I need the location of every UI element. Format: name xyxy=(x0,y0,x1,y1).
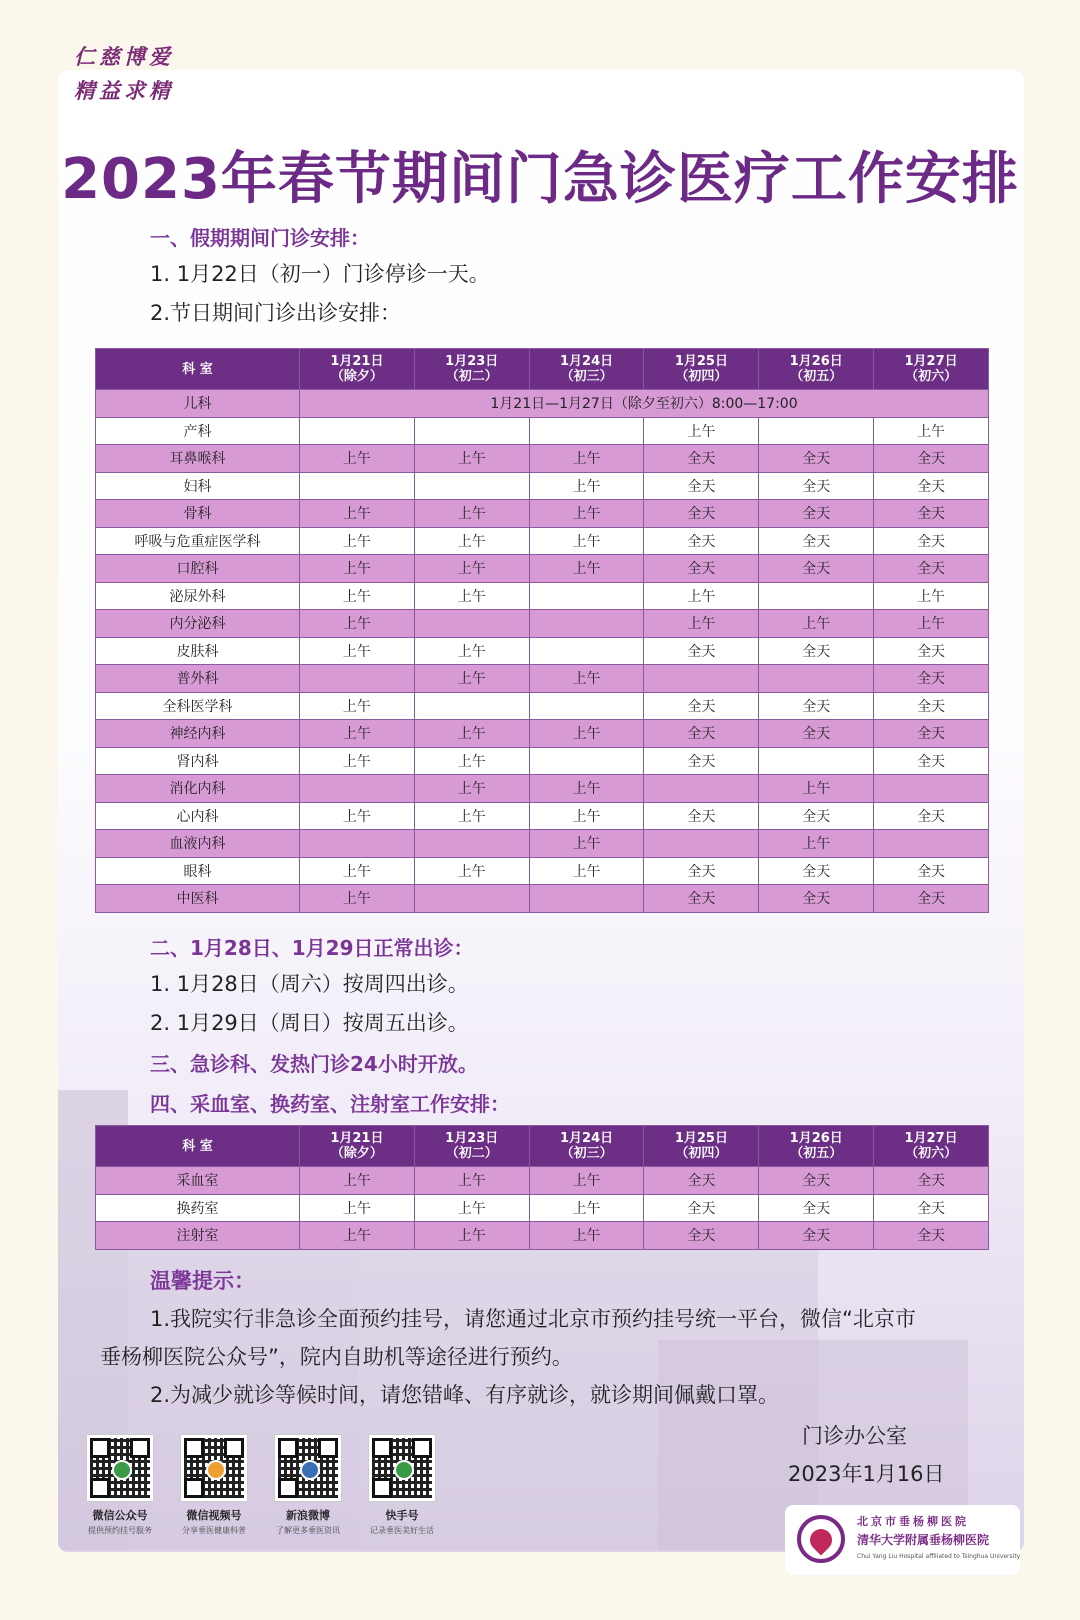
schedule-cell: 全天 xyxy=(759,527,874,555)
schedule-cell: 上午 xyxy=(529,802,644,830)
schedule-cell: 全天 xyxy=(759,500,874,528)
schedule-cell: 上午 xyxy=(300,500,415,528)
schedule-cell: 全天 xyxy=(759,885,874,913)
header-lunar: （初五） xyxy=(790,369,843,384)
tips-paragraph-2: 2.为减少就诊等候时间，请您错峰、有序就诊，就诊期间佩戴口罩。 xyxy=(150,1383,780,1407)
schedule-cell: 全天 xyxy=(874,802,989,830)
table-row xyxy=(96,555,989,583)
schedule-cell: 全天 xyxy=(644,720,759,748)
schedule-cell: 全天 xyxy=(644,747,759,775)
schedule-cell: 上午 xyxy=(414,527,529,555)
page-title: 2023年春节期间门急诊医疗工作安排 xyxy=(61,147,1019,212)
schedule-cell xyxy=(759,747,874,775)
motto-line: 精益求精 xyxy=(74,78,174,103)
schedule-cell: 上午 xyxy=(300,1167,415,1195)
header-lunar: （初六） xyxy=(905,1146,958,1161)
dept-name: 采血室 xyxy=(96,1167,300,1195)
table-row xyxy=(96,1194,989,1222)
schedule-cell xyxy=(414,830,529,858)
dept-name: 眼科 xyxy=(96,857,300,885)
qr-desc: 了解更多垂医资讯 xyxy=(276,1526,340,1535)
header-day xyxy=(759,1126,874,1167)
dept-name: 儿科 xyxy=(96,390,300,418)
table-row xyxy=(96,500,989,528)
schedule-cell: 上午 xyxy=(644,582,759,610)
schedule-cell: 全天 xyxy=(644,692,759,720)
schedule-cell: 全天 xyxy=(759,802,874,830)
schedule-cell: 全天 xyxy=(644,1222,759,1250)
schedule-cell: 全天 xyxy=(759,1167,874,1195)
header-day xyxy=(874,349,989,390)
schedule-cell: 上午 xyxy=(414,857,529,885)
header-lunar: （初四） xyxy=(675,369,728,384)
schedule-cell xyxy=(644,775,759,803)
schedule-cell: 全天 xyxy=(759,555,874,583)
header-day xyxy=(529,1126,644,1167)
schedule-cell: 全天 xyxy=(644,637,759,665)
table-row xyxy=(96,692,989,720)
qr-name: 微信视频号 xyxy=(186,1509,242,1522)
qr-name: 快手号 xyxy=(385,1509,419,1522)
schedule-cell: 上午 xyxy=(300,637,415,665)
dept-name: 泌尿外科 xyxy=(96,582,300,610)
schedule-cell: 上午 xyxy=(529,527,644,555)
table-row xyxy=(96,417,989,445)
schedule-cell: 全天 xyxy=(759,857,874,885)
header-date: 1月24日 xyxy=(560,354,614,369)
schedule-cell: 上午 xyxy=(300,445,415,473)
section-heading-3: 三、急诊科、发热门诊24小时开放。 xyxy=(150,1052,478,1076)
dept-name: 肾内科 xyxy=(96,747,300,775)
tips-paragraph-1a: 1.我院实行非急诊全面预约挂号，请您通过北京市预约挂号统一平台，微信“北京市 xyxy=(150,1307,916,1331)
header-day xyxy=(300,1126,415,1167)
schedule-cell: 上午 xyxy=(414,802,529,830)
dept-name: 耳鼻喉科 xyxy=(96,445,300,473)
schedule-cell: 上午 xyxy=(529,1194,644,1222)
schedule-cell: 上午 xyxy=(300,527,415,555)
schedule-cell: 全天 xyxy=(644,445,759,473)
schedule-cell: 上午 xyxy=(300,885,415,913)
outpatient-schedule-table xyxy=(95,348,989,913)
schedule-cell xyxy=(300,472,415,500)
header-date: 1月26日 xyxy=(789,1131,843,1146)
schedule-cell xyxy=(759,582,874,610)
schedule-cell: 上午 xyxy=(874,582,989,610)
header-day xyxy=(644,349,759,390)
dept-name: 中医科 xyxy=(96,885,300,913)
schedule-cell: 上午 xyxy=(414,775,529,803)
logo-line-1: 北京市垂杨柳医院 xyxy=(857,1515,969,1528)
table-row xyxy=(96,747,989,775)
schedule-cell: 上午 xyxy=(414,1167,529,1195)
dept-name: 全科医学科 xyxy=(96,692,300,720)
header-day xyxy=(759,349,874,390)
header-date: 1月25日 xyxy=(674,1131,728,1146)
section1-item-2: 2.节日期间门诊出诊安排： xyxy=(150,301,402,325)
schedule-cell: 上午 xyxy=(644,610,759,638)
header-date: 1月21日 xyxy=(330,1131,384,1146)
qr-kuaishou[interactable] xyxy=(357,1435,447,1536)
schedule-cell: 上午 xyxy=(300,582,415,610)
header-date: 1月23日 xyxy=(445,354,499,369)
schedule-cell xyxy=(300,830,415,858)
schedule-cell: 上午 xyxy=(874,417,989,445)
dept-name: 普外科 xyxy=(96,665,300,693)
schedule-cell: 上午 xyxy=(300,555,415,583)
schedule-cell: 全天 xyxy=(644,857,759,885)
schedule-cell: 全天 xyxy=(759,445,874,473)
schedule-cell xyxy=(874,775,989,803)
schedule-cell: 全天 xyxy=(874,637,989,665)
schedule-cell: 上午 xyxy=(414,445,529,473)
section2-item-2: 2. 1月29日（周日）按周五出诊。 xyxy=(150,1011,469,1035)
header-day xyxy=(644,1126,759,1167)
schedule-cell: 全天 xyxy=(644,802,759,830)
schedule-cell: 全天 xyxy=(759,1194,874,1222)
schedule-cell xyxy=(529,885,644,913)
schedule-cell: 上午 xyxy=(300,610,415,638)
table-row xyxy=(96,1222,989,1250)
table-row xyxy=(96,582,989,610)
header-date: 1月21日 xyxy=(330,354,384,369)
schedule-cell: 全天 xyxy=(874,720,989,748)
dept-name: 注射室 xyxy=(96,1222,300,1250)
header-dept: 科 室 xyxy=(96,1126,300,1167)
qr-sina-weibo[interactable] xyxy=(263,1435,353,1536)
qr-name: 新浪微博 xyxy=(286,1509,330,1522)
schedule-cell: 全天 xyxy=(874,1222,989,1250)
schedule-cell xyxy=(529,417,644,445)
section2-item-1: 1. 1月28日（周六）按周四出诊。 xyxy=(150,972,469,996)
schedule-cell: 上午 xyxy=(529,1167,644,1195)
schedule-cell: 上午 xyxy=(529,775,644,803)
header-lunar: （初五） xyxy=(790,1146,843,1161)
schedule-cell: 全天 xyxy=(874,1167,989,1195)
schedule-cell: 上午 xyxy=(414,555,529,583)
schedule-cell: 全天 xyxy=(759,637,874,665)
qr-code-icon xyxy=(275,1435,341,1501)
dept-name: 产科 xyxy=(96,417,300,445)
schedule-cell xyxy=(759,417,874,445)
schedule-cell: 上午 xyxy=(529,857,644,885)
header-lunar: （除夕） xyxy=(330,369,383,384)
tips-heading: 温馨提示： xyxy=(150,1269,255,1293)
schedule-cell: 上午 xyxy=(529,472,644,500)
schedule-cell: 上午 xyxy=(414,500,529,528)
header-day xyxy=(529,349,644,390)
schedule-cell xyxy=(529,610,644,638)
schedule-cell: 上午 xyxy=(529,1222,644,1250)
dept-name: 神经内科 xyxy=(96,720,300,748)
schedule-cell: 全天 xyxy=(759,472,874,500)
logo-line-3: Chui Yang Liu Hospital affiliated to Tsinghua University xyxy=(857,1553,1021,1560)
dept-name: 呼吸与危重症医学科 xyxy=(96,527,300,555)
dept-name: 内分泌科 xyxy=(96,610,300,638)
logo-line-2: 清华大学附属垂杨柳医院 xyxy=(857,1533,990,1547)
dept-name: 骨科 xyxy=(96,500,300,528)
schedule-cell xyxy=(300,665,415,693)
header-date: 1月24日 xyxy=(560,1131,614,1146)
schedule-cell: 上午 xyxy=(300,692,415,720)
schedule-cell xyxy=(414,692,529,720)
header-date: 1月25日 xyxy=(674,354,728,369)
section-heading-2: 二、1月28日、1月29日正常出诊： xyxy=(150,936,474,960)
table-row xyxy=(96,830,989,858)
header-lunar: （除夕） xyxy=(330,1146,383,1161)
header-day xyxy=(414,349,529,390)
schedule-cell: 上午 xyxy=(529,830,644,858)
table-row xyxy=(96,527,989,555)
schedule-cell: 全天 xyxy=(644,1194,759,1222)
qr-name: 微信公众号 xyxy=(92,1509,148,1522)
hospital-logo xyxy=(785,1505,1020,1575)
schedule-cell xyxy=(300,417,415,445)
header-lunar: （初三） xyxy=(560,369,613,384)
schedule-cell: 上午 xyxy=(644,417,759,445)
schedule-cell: 上午 xyxy=(529,720,644,748)
schedule-cell: 全天 xyxy=(874,527,989,555)
schedule-cell xyxy=(759,665,874,693)
schedule-cell: 上午 xyxy=(414,1194,529,1222)
header-lunar: （初六） xyxy=(905,369,958,384)
dept-name: 心内科 xyxy=(96,802,300,830)
schedule-cell: 上午 xyxy=(300,747,415,775)
schedule-cell xyxy=(644,830,759,858)
header-day xyxy=(300,349,415,390)
table-row xyxy=(96,775,989,803)
schedule-cell xyxy=(874,830,989,858)
header-lunar: （初三） xyxy=(560,1146,613,1161)
header-date: 1月27日 xyxy=(904,354,958,369)
schedule-cell: 全天 xyxy=(644,472,759,500)
dept-name: 消化内科 xyxy=(96,775,300,803)
table-row xyxy=(96,802,989,830)
dept-name: 血液内科 xyxy=(96,830,300,858)
qr-code-icon xyxy=(181,1435,247,1501)
schedule-cell: 全天 xyxy=(644,1167,759,1195)
schedule-cell: 上午 xyxy=(414,637,529,665)
schedule-cell: 上午 xyxy=(759,830,874,858)
header-date: 1月26日 xyxy=(789,354,843,369)
schedule-cell: 上午 xyxy=(414,720,529,748)
schedule-cell: 上午 xyxy=(529,500,644,528)
schedule-cell: 全天 xyxy=(874,747,989,775)
dept-name: 换药室 xyxy=(96,1194,300,1222)
schedule-cell: 上午 xyxy=(300,857,415,885)
treatment-room-table xyxy=(95,1125,989,1250)
qr-desc: 记录垂医美好生活 xyxy=(370,1526,434,1535)
qr-wechat-video[interactable] xyxy=(169,1435,259,1536)
schedule-cell xyxy=(414,472,529,500)
schedule-cell xyxy=(414,417,529,445)
schedule-cell: 全天 xyxy=(874,857,989,885)
schedule-cell: 全天 xyxy=(874,445,989,473)
table-row xyxy=(96,445,989,473)
dept-name: 妇科 xyxy=(96,472,300,500)
qr-desc: 提供预约挂号服务 xyxy=(88,1526,152,1535)
schedule-cell: 全天 xyxy=(874,472,989,500)
table-row xyxy=(96,472,989,500)
table-row xyxy=(96,610,989,638)
qr-desc: 分享垂医健康科普 xyxy=(182,1526,246,1535)
section1-item-1: 1. 1月22日（初一）门诊停诊一天。 xyxy=(150,262,490,286)
dept-name: 皮肤科 xyxy=(96,637,300,665)
schedule-cell xyxy=(529,747,644,775)
schedule-cell: 全天 xyxy=(874,692,989,720)
schedule-cell: 全天 xyxy=(759,720,874,748)
header-lunar: （初四） xyxy=(675,1146,728,1161)
pediatrics-note: 1月21日—1月27日（除夕至初六）8:00—17:00 xyxy=(300,390,989,418)
schedule-cell: 全天 xyxy=(874,665,989,693)
table-row xyxy=(96,885,989,913)
schedule-cell xyxy=(529,582,644,610)
schedule-cell: 全天 xyxy=(644,527,759,555)
schedule-cell: 上午 xyxy=(300,802,415,830)
table-row xyxy=(96,857,989,885)
schedule-cell xyxy=(414,885,529,913)
section-heading-1: 一、假期期间门诊安排： xyxy=(150,226,370,250)
hospital-emblem-icon xyxy=(797,1515,845,1563)
signature-office: 门诊办公室 xyxy=(802,1424,907,1448)
section-heading-4: 四、采血室、换药室、注射室工作安排： xyxy=(150,1092,510,1116)
schedule-cell xyxy=(414,610,529,638)
schedule-cell: 全天 xyxy=(644,555,759,583)
header-dept: 科 室 xyxy=(96,349,300,390)
schedule-cell: 上午 xyxy=(414,665,529,693)
table-row xyxy=(96,720,989,748)
motto xyxy=(74,40,184,108)
schedule-cell: 上午 xyxy=(300,720,415,748)
schedule-cell: 上午 xyxy=(300,1194,415,1222)
schedule-cell: 全天 xyxy=(644,500,759,528)
schedule-cell: 上午 xyxy=(874,610,989,638)
header-lunar: （初二） xyxy=(445,369,498,384)
schedule-cell: 上午 xyxy=(759,775,874,803)
signature-date: 2023年1月16日 xyxy=(788,1462,945,1486)
table-row xyxy=(96,1167,989,1195)
schedule-cell: 全天 xyxy=(874,555,989,583)
schedule-cell: 全天 xyxy=(874,1194,989,1222)
schedule-cell: 全天 xyxy=(874,500,989,528)
schedule-cell: 上午 xyxy=(529,555,644,583)
schedule-cell: 上午 xyxy=(759,610,874,638)
motto-line: 仁慈博爱 xyxy=(74,44,174,69)
table-row xyxy=(96,665,989,693)
qr-code-icon xyxy=(369,1435,435,1501)
header-day xyxy=(874,1126,989,1167)
schedule-cell xyxy=(529,692,644,720)
schedule-cell xyxy=(644,665,759,693)
dept-name: 口腔科 xyxy=(96,555,300,583)
schedule-cell xyxy=(300,775,415,803)
qr-wechat-official[interactable] xyxy=(75,1435,165,1536)
schedule-cell: 上午 xyxy=(414,747,529,775)
schedule-cell: 全天 xyxy=(874,885,989,913)
header-day xyxy=(414,1126,529,1167)
table-row xyxy=(96,637,989,665)
schedule-cell: 上午 xyxy=(529,665,644,693)
schedule-cell xyxy=(529,637,644,665)
table-row xyxy=(96,390,989,418)
schedule-cell: 上午 xyxy=(414,1222,529,1250)
schedule-cell: 上午 xyxy=(300,1222,415,1250)
header-date: 1月23日 xyxy=(445,1131,499,1146)
header-lunar: （初二） xyxy=(445,1146,498,1161)
schedule-cell: 上午 xyxy=(414,582,529,610)
schedule-cell: 全天 xyxy=(644,885,759,913)
header-date: 1月27日 xyxy=(904,1131,958,1146)
schedule-cell: 全天 xyxy=(759,692,874,720)
tips-paragraph-1b: 垂杨柳医院公众号”，院内自助机等途径进行预约。 xyxy=(100,1345,573,1369)
qr-code-icon xyxy=(87,1435,153,1501)
schedule-cell: 上午 xyxy=(529,445,644,473)
schedule-cell: 全天 xyxy=(759,1222,874,1250)
